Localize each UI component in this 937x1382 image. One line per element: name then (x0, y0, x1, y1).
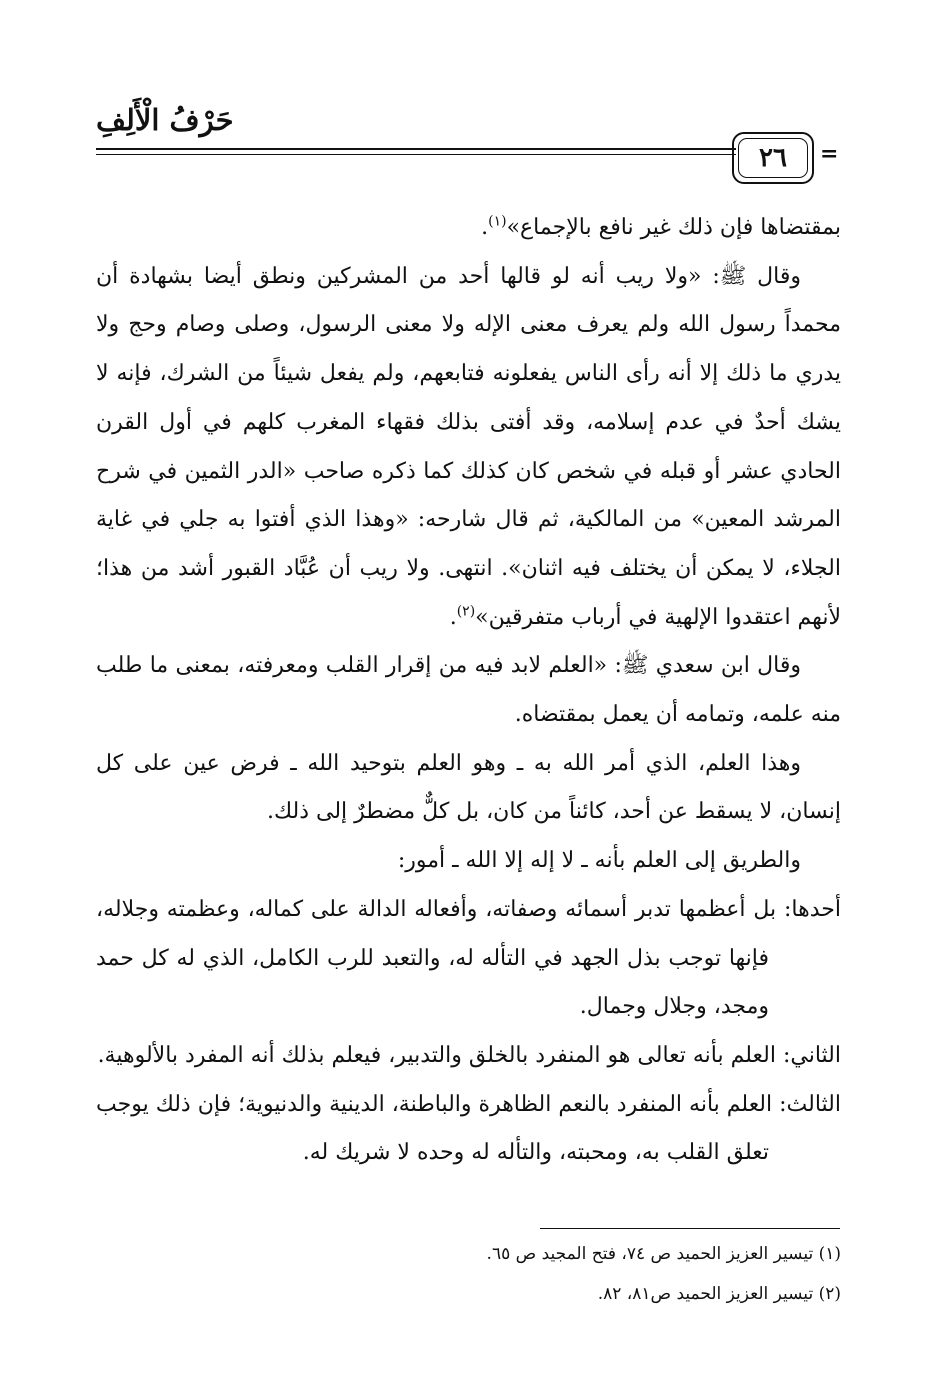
paragraph: وقال ابن سعدي ﷺ: «العلم لابد فيه من إقرار القلب ومعرفته، بمعنى ما طلب منه علمه، وتمامه أن يعمل بمقتضاه. (96, 653, 841, 728)
list-item: أحدها: بل أعظمها تدبر أسمائه وصفاته، وأفعاله الدالة على كماله، وعظمته وجلاله، فإنها توجب بذل الجهد في التأله له، والتعبد للرب الكامل، الذي له كل حمد ومجد، وجلال وجمال. (96, 896, 841, 1020)
chapter-title: حَرْفُ الْأَلِفِ (96, 103, 234, 137)
paragraph: وهذا العلم، الذي أمر الله به ـ وهو العلم بتوحيد الله ـ فرض عين على كل إنسان، لا يسقط عن أحد، كائناً من كان، بل كلٌّ مضطرٌ إلى ذلك. (96, 750, 841, 825)
page-header (96, 100, 841, 190)
header-rule (96, 148, 736, 150)
page-number-frame (732, 132, 814, 184)
footnote: (١) تيسير العزيز الحميد ص ٧٤، فتح المجيد ص ٦٥. (486, 1244, 841, 1264)
paragraph-text: وقال ﷺ: «ولا ريب أنه لو قالها أحد من المشركين ونطق أيضا بشهادة أن محمداً رسول الله ولم يعرف معنى الإله ولا معنى الرسول، وصلى وصام وحج ولا يدري ما ذلك إلا أنه رأى الناس يفعلونه فتابعهم، ولم يفعل شيئاً من الشرك، فإنه لا يشك أحدٌ في عدم إسلامه، وقد أفتى بذلك فقهاء المغرب كلهم في أول القرن الحادي عشر أو قبله في شخص كان كذلك كما ذكره صاحب «الدر الثمين في شرح المرشد المعين» من المالكية، ثم قال شارحه: «وهذا الذي أفتوا به جلي في غاية الجلاء، لا يمكن أن يختلف فيه اثنان». انتهى. ولا ريب أن عُبَّاد القبور أشد من هذا؛ لأنهم اعتقدوا الإلهية في أرباب متفرقين» (96, 263, 841, 630)
footnote-ref: (٢) (456, 603, 476, 620)
paragraph-text: بمقتضاها فإن ذلك غير نافع بالإجماع» (506, 215, 841, 240)
body-text (96, 204, 841, 1178)
footnote-separator (540, 1228, 840, 1229)
paragraph-end: . (481, 215, 489, 240)
footnote: (٢) تيسير العزيز الحميد ص٨١، ٨٢. (597, 1284, 841, 1304)
paragraph-end: . (449, 604, 457, 630)
paragraph: والطريق إلى العلم بأنه ـ لا إله إلا الله ـ أمور: (397, 848, 801, 874)
footnotes (96, 1234, 841, 1314)
header-ornament: = (820, 141, 839, 167)
paragraph (96, 253, 841, 643)
page-number: ٢٦ (738, 138, 808, 178)
list-item: الثالث: العلم بأنه المنفرد بالنعم الظاهرة والباطنة، الدينية والدنيوية؛ فإن ذلك يوجب تعلق القلب به، ومحبته، والتأله له وحده لا شريك له. (96, 1091, 842, 1166)
header-rule-thin (96, 154, 736, 155)
footnote-ref: (١) (488, 213, 507, 230)
list-item: الثاني: العلم بأنه تعالى هو المنفرد بالخلق والتدبير، فيعلم بذلك أنه المفرد بالألوهية. (97, 1042, 841, 1068)
paragraph (96, 204, 841, 253)
